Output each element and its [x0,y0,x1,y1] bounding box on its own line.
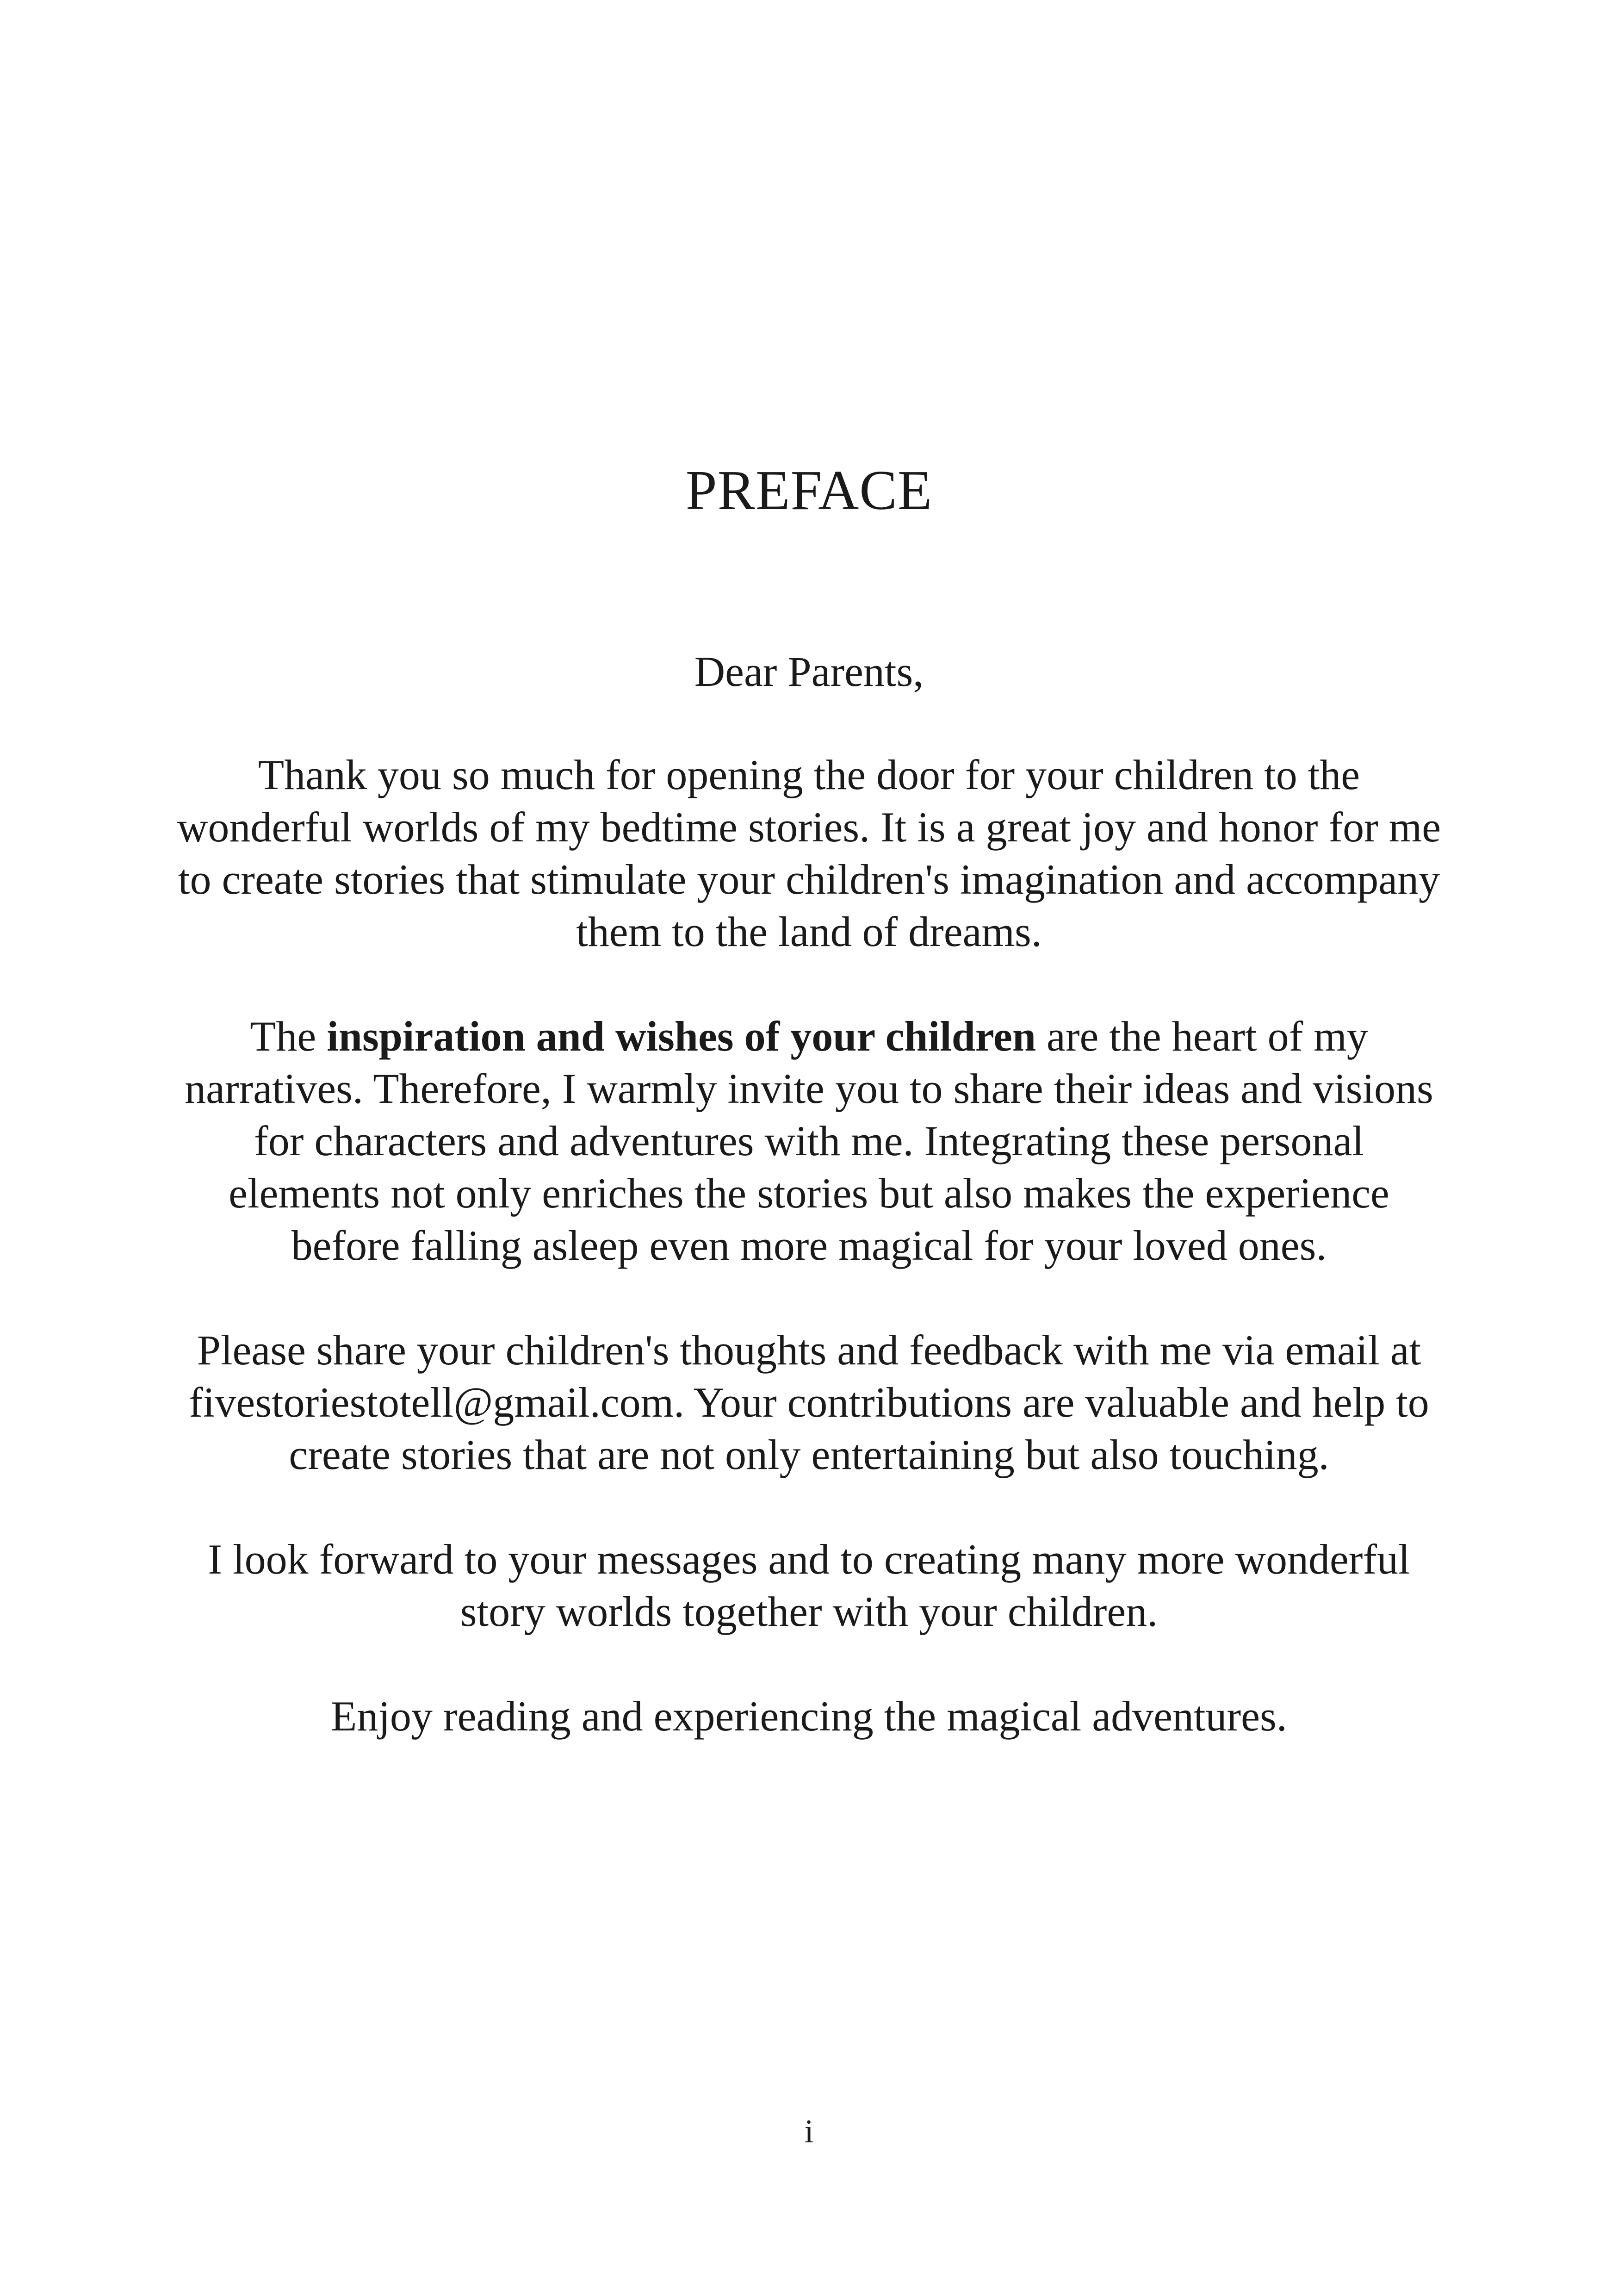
paragraph-inspiration-emphasis: inspiration and wishes of your children [327,1013,1036,1060]
page-number: i [804,2113,814,2150]
paragraph-inspiration [176,1010,1442,1272]
closing-line: Enjoy reading and experiencing the magical adventures. [331,1692,1287,1740]
paragraph-email-request: Please share your children's thoughts and feedback with me via email at fivestoriestotell@gmail.com. Your contributions are valuable and help to create stories that are not only entertaining but also touching. [189,1326,1429,1478]
paragraph-inspiration-rest: are the heart of my narratives. Therefore, I warmly invite you to share their ideas and visions for characters and adventures with me. Integrating these personal elements not only enriches the stories but also makes the experience before falling asleep even more magical for your loved ones. [185,1013,1433,1269]
preface-body [176,646,1442,1795]
paragraph-look-forward: I look forward to your messages and to creating many more wonderful story worlds together with your children. [208,1536,1410,1635]
paragraph-inspiration-lead: The [250,1013,327,1060]
paragraph-thanks: Thank you so much for opening the door for your children to the wonderful worlds of my bedtime stories. It is a great joy and honor for me to create stories that stimulate your children's imagination and accompany them to the land of dreams. [177,751,1441,955]
salutation: Dear Parents, [694,648,924,695]
page-title: PREFACE [685,459,933,522]
